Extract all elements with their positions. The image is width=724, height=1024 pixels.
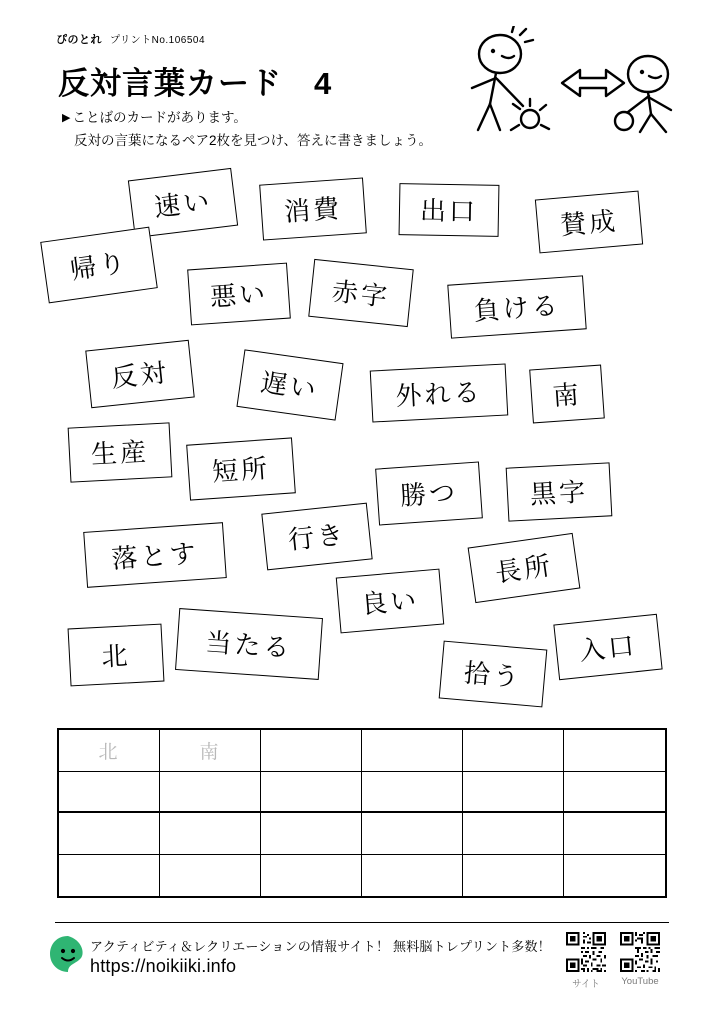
answer-cell[interactable] [362,813,463,855]
answer-cell[interactable] [160,855,261,897]
word-card[interactable]: 消費 [259,177,367,240]
answer-cell[interactable] [160,772,261,814]
answer-cell[interactable]: 北 [59,730,160,772]
answer-cell[interactable] [59,813,160,855]
answer-cell[interactable] [564,813,665,855]
brand-label: ぴのとれ [56,34,102,46]
print-number: プリントNo.106504 [110,35,206,46]
word-card[interactable]: 拾う [439,641,548,708]
page-title: 反対言葉カード 4 [58,66,333,101]
footer-url[interactable]: https://noikiiki.info [90,956,237,976]
answer-cell[interactable] [463,813,564,855]
answer-cell[interactable] [261,730,362,772]
answer-cell[interactable] [564,855,665,897]
word-card[interactable]: 入口 [553,614,662,681]
qr-site-caption: サイト [572,979,600,990]
answer-cell[interactable] [261,855,362,897]
opposites-illustration [452,26,692,154]
site-logo [48,934,88,974]
word-card[interactable]: 短所 [186,437,296,500]
answer-cell[interactable] [463,730,564,772]
word-card[interactable]: 外れる [370,363,509,422]
triangle-marker-icon: ▶ [62,112,71,124]
instruction-text-2: 反対の言葉になるペア2枚を見つけ、答えに書きましょう。 [74,133,432,149]
instructions [62,106,432,152]
answer-cell[interactable] [362,730,463,772]
word-card[interactable]: 南 [529,365,605,424]
word-card[interactable]: 北 [68,624,165,687]
footer-text [90,936,551,977]
word-card[interactable]: 行き [261,503,372,571]
qr-code-site[interactable] [566,932,606,972]
word-card[interactable]: 速い [128,168,238,238]
word-card[interactable]: 黒字 [506,462,613,521]
word-card[interactable]: 帰り [40,227,158,304]
answer-cell[interactable] [59,855,160,897]
answer-cell[interactable] [564,772,665,814]
word-card[interactable]: 長所 [468,533,581,603]
logo-icon [48,934,88,974]
word-card[interactable]: 負ける [447,275,586,338]
instruction-line-1 [62,106,432,129]
answer-cell[interactable] [463,772,564,814]
word-card[interactable]: 良い [336,569,444,634]
answer-cell[interactable] [160,813,261,855]
footer-tagline: アクティビティ＆レクリエーションの情報サイト！ 無料脳トレプリント多数！ [90,939,551,954]
answer-cell[interactable] [362,772,463,814]
answer-cell[interactable] [463,855,564,897]
word-card[interactable]: 赤字 [308,259,414,327]
word-card[interactable]: 勝つ [375,461,483,525]
word-card[interactable]: 出口 [399,183,500,237]
footer-divider [55,922,669,923]
answer-cell[interactable] [564,730,665,772]
instruction-text-1: ことばのカードがあります。 [72,110,247,125]
word-card[interactable]: 落とす [83,522,227,588]
word-card[interactable]: 賛成 [535,191,643,254]
header-meta [56,31,205,47]
answer-cell[interactable]: 南 [160,730,261,772]
qr-youtube-svg [620,932,660,972]
stick-figures-svg [452,26,692,154]
word-card[interactable]: 遅い [236,349,343,420]
qr-youtube-caption: YouTube [621,976,659,987]
qr-code-youtube[interactable] [620,932,660,972]
word-card[interactable]: 生産 [68,422,173,482]
word-card[interactable]: 反対 [85,340,194,409]
answer-cell[interactable] [261,813,362,855]
word-card[interactable]: 悪い [187,263,291,326]
answer-cell[interactable] [59,772,160,814]
answer-cell[interactable] [362,855,463,897]
answer-grid [57,728,667,898]
word-card[interactable]: 当たる [175,608,323,680]
answer-cell[interactable] [261,772,362,814]
qr-site-svg [566,932,606,972]
